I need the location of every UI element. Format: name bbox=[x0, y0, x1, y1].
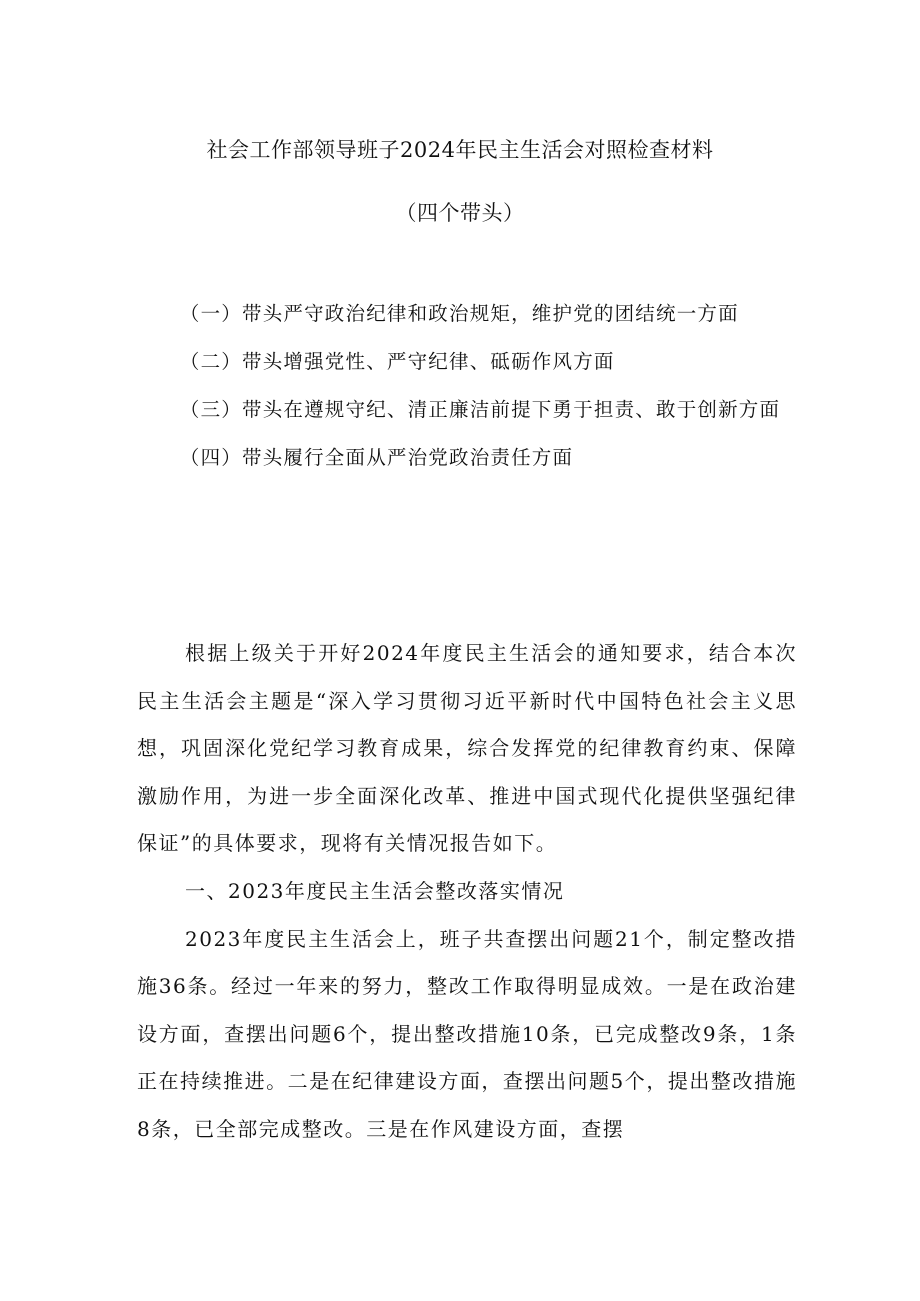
outline-item-4: （四）带头履行全面从严治党政治责任方面 bbox=[179, 446, 574, 469]
outline-item-2: （二）带头增强党性、严守纪律、砥砺作风方面 bbox=[179, 350, 615, 373]
outline-item-3: （三）带头在遵规守纪、清正廉洁前提下勇于担责、敢于创新方面 bbox=[179, 398, 781, 421]
document-title: 社会工作部领导班子2024年民主生活会对照检查材料 bbox=[206, 138, 714, 162]
intro-paragraph: 根据上级关于开好2024年度民主生活会的通知要求，结合本次民主生活会主题是“深入学习贯彻习近平新时代中国特色社会主义思想，巩固深化党纪学习教育成果，综合发挥党的纪律教育约束、保障激励作用，为进一步全面深化改革、推进中国式现代化提供坚强纪律保证”的具体要求，现将有关情况报告如下。 bbox=[137, 641, 797, 856]
outline-item-1: （一）带头严守政治纪律和政治规矩，维护党的团结统一方面 bbox=[179, 302, 739, 325]
document-subtitle: （四个带头） bbox=[395, 201, 525, 225]
document-body bbox=[137, 630, 797, 1154]
section-heading: 一、2023年度民主生活会整改落实情况 bbox=[185, 878, 565, 903]
section-paragraph: 2023年度民主生活会上，班子共查摆出问题21个，制定整改措施36条。经过一年来的努力，整改工作取得明显成效。一是在政治建设方面，查摆出问题6个，提出整改措施10条，已完成整改9条，1条正在持续推进。二是在纪律建设方面，查摆出问题5个，提出整改措施8条，已全部完成整改。三是在作风建设方面，查摆 bbox=[137, 926, 797, 1141]
outline-list bbox=[137, 290, 797, 482]
